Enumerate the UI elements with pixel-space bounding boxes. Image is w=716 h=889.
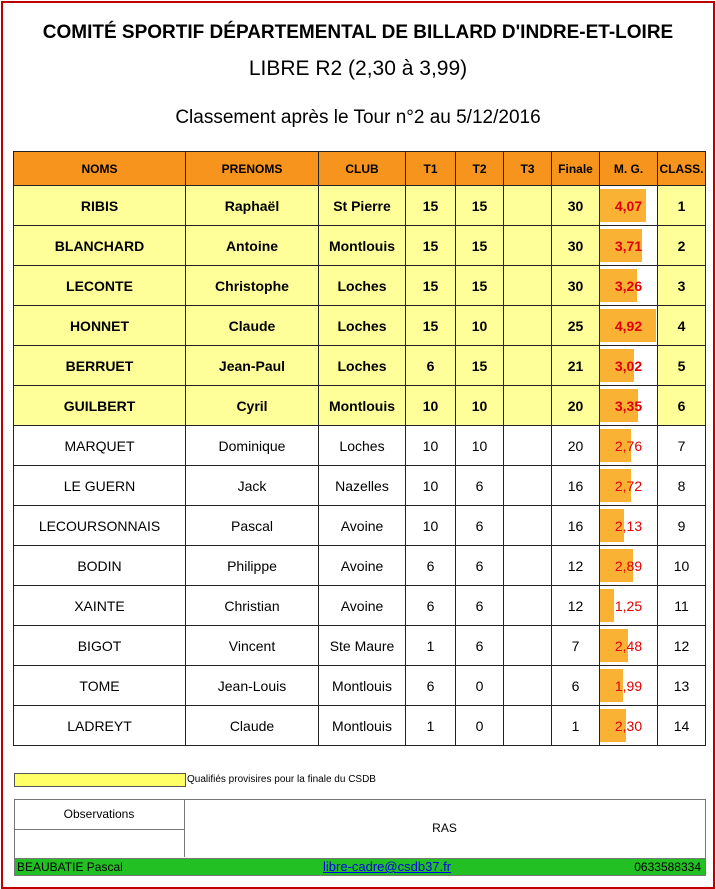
general-average-value: 4,92 bbox=[614, 317, 643, 334]
qualified-legend-text: Qualifiés provisires pour la finale du CSDB bbox=[187, 774, 376, 785]
ranking-position: 1 bbox=[658, 186, 706, 226]
player-club: Loches bbox=[319, 306, 406, 346]
score-t1: 6 bbox=[406, 546, 456, 586]
player-last-name: BODIN bbox=[14, 546, 186, 586]
player-first-name: Christian bbox=[186, 586, 319, 626]
score-finale: 30 bbox=[552, 186, 600, 226]
table-row bbox=[14, 546, 706, 586]
general-average-value: 3,26 bbox=[614, 277, 643, 294]
table-row bbox=[14, 186, 706, 226]
table-row bbox=[14, 346, 706, 386]
player-club: Loches bbox=[319, 426, 406, 466]
player-first-name: Claude bbox=[186, 306, 319, 346]
observations-value: RAS bbox=[432, 821, 457, 835]
general-average-value: 2,72 bbox=[614, 477, 643, 494]
score-t1: 10 bbox=[406, 386, 456, 426]
score-t3 bbox=[504, 266, 552, 306]
score-t3 bbox=[504, 426, 552, 466]
column-header-mg: M. G. bbox=[600, 152, 658, 186]
score-t2: 6 bbox=[456, 586, 504, 626]
score-t3 bbox=[504, 666, 552, 706]
player-first-name: Pascal bbox=[186, 506, 319, 546]
general-average-value: 2,13 bbox=[614, 517, 643, 534]
general-average bbox=[600, 666, 658, 706]
general-average-value: 2,30 bbox=[614, 717, 643, 734]
general-average-value: 3,35 bbox=[614, 397, 643, 414]
general-average bbox=[600, 226, 658, 266]
player-club: Nazelles bbox=[319, 466, 406, 506]
score-t1: 15 bbox=[406, 306, 456, 346]
general-average-value: 2,48 bbox=[614, 637, 643, 654]
score-t3 bbox=[504, 226, 552, 266]
player-club: Avoine bbox=[319, 546, 406, 586]
ranking-position: 4 bbox=[658, 306, 706, 346]
ranking-position: 3 bbox=[658, 266, 706, 306]
ranking-position: 7 bbox=[658, 426, 706, 466]
general-average bbox=[600, 506, 658, 546]
score-t1: 6 bbox=[406, 666, 456, 706]
column-header-class: CLASS. bbox=[658, 152, 706, 186]
player-last-name: LECOURSONNAIS bbox=[14, 506, 186, 546]
player-club: St Pierre bbox=[319, 186, 406, 226]
general-average bbox=[600, 386, 658, 426]
column-header-t1: T1 bbox=[406, 152, 456, 186]
score-finale: 16 bbox=[552, 466, 600, 506]
ranking-position: 8 bbox=[658, 466, 706, 506]
general-average bbox=[600, 426, 658, 466]
score-finale: 20 bbox=[552, 426, 600, 466]
score-t2: 10 bbox=[456, 306, 504, 346]
table-row bbox=[14, 226, 706, 266]
ranking-position: 9 bbox=[658, 506, 706, 546]
score-t2: 6 bbox=[456, 506, 504, 546]
general-average bbox=[600, 466, 658, 506]
general-average-value: 3,71 bbox=[614, 237, 643, 254]
score-t2: 15 bbox=[456, 186, 504, 226]
player-club: Montlouis bbox=[319, 706, 406, 746]
player-last-name: HONNET bbox=[14, 306, 186, 346]
table-row bbox=[14, 706, 706, 746]
score-t2: 6 bbox=[456, 626, 504, 666]
contact-footer bbox=[14, 858, 706, 876]
player-first-name: Dominique bbox=[186, 426, 319, 466]
score-t1: 15 bbox=[406, 266, 456, 306]
player-first-name: Cyril bbox=[186, 386, 319, 426]
player-last-name: BLANCHARD bbox=[14, 226, 186, 266]
category-subtitle: LIBRE R2 (2,30 à 3,99) bbox=[248, 57, 468, 80]
contact-name: BEAUBATIE Pascal bbox=[17, 860, 123, 874]
player-last-name: XAINTE bbox=[14, 586, 186, 626]
ranking-position: 5 bbox=[658, 346, 706, 386]
ranking-position: 12 bbox=[658, 626, 706, 666]
general-average bbox=[600, 186, 658, 226]
general-average bbox=[600, 586, 658, 626]
player-first-name: Philippe bbox=[186, 546, 319, 586]
score-finale: 20 bbox=[552, 386, 600, 426]
score-t1: 10 bbox=[406, 506, 456, 546]
ranking-position: 11 bbox=[658, 586, 706, 626]
player-last-name: LADREYT bbox=[14, 706, 186, 746]
player-club: Loches bbox=[319, 346, 406, 386]
score-finale: 30 bbox=[552, 226, 600, 266]
score-t3 bbox=[504, 546, 552, 586]
score-t1: 1 bbox=[406, 626, 456, 666]
player-last-name: BIGOT bbox=[14, 626, 186, 666]
general-average-value: 2,76 bbox=[614, 437, 643, 454]
column-header-t2: T2 bbox=[456, 152, 504, 186]
score-finale: 12 bbox=[552, 586, 600, 626]
score-finale: 12 bbox=[552, 546, 600, 586]
score-t1: 1 bbox=[406, 706, 456, 746]
table-row bbox=[14, 666, 706, 706]
general-average-value: 1,25 bbox=[614, 597, 643, 614]
score-t3 bbox=[504, 706, 552, 746]
score-t3 bbox=[504, 506, 552, 546]
player-last-name: TOME bbox=[14, 666, 186, 706]
qualified-legend-swatch bbox=[14, 773, 186, 787]
score-t3 bbox=[504, 586, 552, 626]
score-finale: 7 bbox=[552, 626, 600, 666]
table-row bbox=[14, 386, 706, 426]
general-average-value: 3,02 bbox=[614, 357, 643, 374]
general-average bbox=[600, 626, 658, 666]
ranking-table bbox=[13, 151, 706, 746]
score-finale: 16 bbox=[552, 506, 600, 546]
general-average bbox=[600, 546, 658, 586]
player-club: Loches bbox=[319, 266, 406, 306]
player-first-name: Claude bbox=[186, 706, 319, 746]
general-average bbox=[600, 346, 658, 386]
score-t3 bbox=[504, 466, 552, 506]
ranking-position: 13 bbox=[658, 666, 706, 706]
table-row bbox=[14, 306, 706, 346]
player-first-name: Jean-Paul bbox=[186, 346, 319, 386]
player-first-name: Jean-Louis bbox=[186, 666, 319, 706]
score-finale: 21 bbox=[552, 346, 600, 386]
player-first-name: Vincent bbox=[186, 626, 319, 666]
player-club: Avoine bbox=[319, 506, 406, 546]
table-row bbox=[14, 586, 706, 626]
score-t2: 10 bbox=[456, 426, 504, 466]
player-last-name: LECONTE bbox=[14, 266, 186, 306]
table-row bbox=[14, 426, 706, 466]
score-t2: 15 bbox=[456, 226, 504, 266]
player-last-name: LE GUERN bbox=[14, 466, 186, 506]
player-last-name: MARQUET bbox=[14, 426, 186, 466]
score-t3 bbox=[504, 186, 552, 226]
contact-phone: 0633588334 bbox=[634, 860, 701, 874]
ranking-position: 14 bbox=[658, 706, 706, 746]
score-t2: 6 bbox=[456, 546, 504, 586]
score-t2: 0 bbox=[456, 706, 504, 746]
score-finale: 30 bbox=[552, 266, 600, 306]
score-t1: 15 bbox=[406, 226, 456, 266]
score-t2: 10 bbox=[456, 386, 504, 426]
score-t3 bbox=[504, 626, 552, 666]
column-header-noms: NOMS bbox=[14, 152, 186, 186]
player-last-name: BERRUET bbox=[14, 346, 186, 386]
score-finale: 1 bbox=[552, 706, 600, 746]
general-average-bar bbox=[600, 589, 614, 622]
contact-email-link[interactable]: libre-cadre@csdb37.fr bbox=[323, 859, 452, 874]
player-first-name: Jack bbox=[186, 466, 319, 506]
column-header-finale: Finale bbox=[552, 152, 600, 186]
table-row bbox=[14, 466, 706, 506]
score-t3 bbox=[504, 346, 552, 386]
general-average-value: 2,89 bbox=[614, 557, 643, 574]
score-t1: 10 bbox=[406, 426, 456, 466]
score-t2: 6 bbox=[456, 466, 504, 506]
score-t2: 0 bbox=[456, 666, 504, 706]
player-club: Ste Maure bbox=[319, 626, 406, 666]
score-t1: 6 bbox=[406, 586, 456, 626]
score-t2: 15 bbox=[456, 266, 504, 306]
ranking-position: 2 bbox=[658, 226, 706, 266]
general-average-value: 4,07 bbox=[614, 197, 643, 214]
player-first-name: Antoine bbox=[186, 226, 319, 266]
general-average bbox=[600, 266, 658, 306]
player-club: Montlouis bbox=[319, 386, 406, 426]
player-last-name: GUILBERT bbox=[14, 386, 186, 426]
player-last-name: RIBIS bbox=[14, 186, 186, 226]
ranking-position: 10 bbox=[658, 546, 706, 586]
general-average-value: 1,99 bbox=[614, 677, 643, 694]
table-row bbox=[14, 266, 706, 306]
score-t2: 15 bbox=[456, 346, 504, 386]
general-average bbox=[600, 706, 658, 746]
score-finale: 25 bbox=[552, 306, 600, 346]
general-average bbox=[600, 306, 658, 346]
player-club: Avoine bbox=[319, 586, 406, 626]
committee-title: COMITÉ SPORTIF DÉPARTEMENTAL DE BILLARD D'INDRE-ET-LOIRE bbox=[42, 22, 674, 43]
player-first-name: Christophe bbox=[186, 266, 319, 306]
table-header-row bbox=[14, 152, 706, 186]
column-header-club: CLUB bbox=[319, 152, 406, 186]
score-t3 bbox=[504, 386, 552, 426]
player-club: Montlouis bbox=[319, 666, 406, 706]
column-header-prenoms: PRENOMS bbox=[186, 152, 319, 186]
score-finale: 6 bbox=[552, 666, 600, 706]
table-row bbox=[14, 626, 706, 666]
score-t1: 15 bbox=[406, 186, 456, 226]
column-header-t3: T3 bbox=[504, 152, 552, 186]
score-t1: 6 bbox=[406, 346, 456, 386]
score-t3 bbox=[504, 306, 552, 346]
player-first-name: Raphaël bbox=[186, 186, 319, 226]
ranking-position: 6 bbox=[658, 386, 706, 426]
ranking-title: Classement après le Tour n°2 au 5/12/2016 bbox=[175, 107, 541, 128]
player-club: Montlouis bbox=[319, 226, 406, 266]
score-t1: 10 bbox=[406, 466, 456, 506]
observations-label: Observations bbox=[14, 799, 185, 830]
table-row bbox=[14, 506, 706, 546]
